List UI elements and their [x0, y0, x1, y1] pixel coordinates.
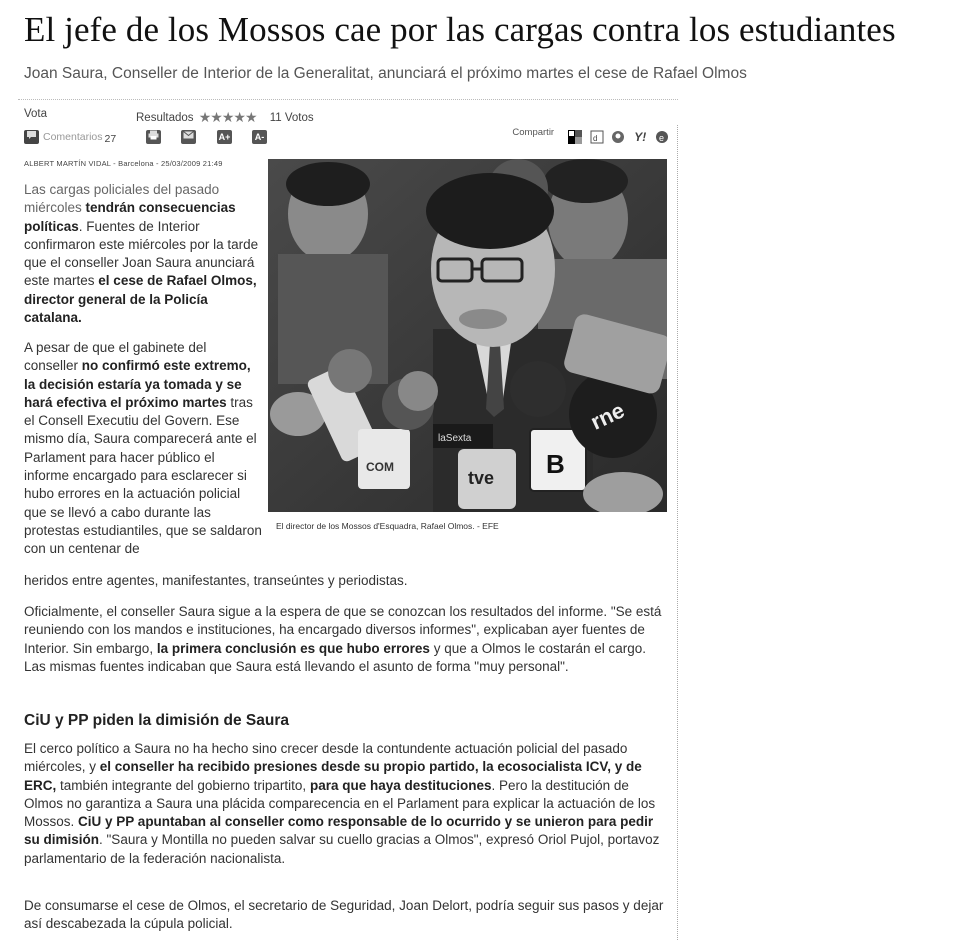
comments-count: 27 [104, 133, 117, 145]
byline: ALBERT MARTÍN VIDAL - Barcelona - 25/03/2009 21:49 [24, 159, 223, 168]
print-button[interactable] [146, 130, 161, 144]
mic-label-com: COM [366, 460, 394, 474]
share-label: Compartir [512, 127, 555, 138]
article-toolbar [24, 127, 669, 148]
mic-label-rne: rne [586, 397, 629, 435]
column-divider [677, 125, 678, 940]
p1-text-1: . Fuentes de Interior confirmaron este miércoles por la tarde que el conseller Joan Saura anunciará este martes [24, 218, 259, 289]
article-subheadline: Joan Saura, Conseller de Interior de la Generalitat, anunciará el próximo martes el cese de Rafael Olmos [24, 65, 747, 82]
p2-text-1: A pesar de que el gabinete del conseller [24, 340, 207, 374]
votes-count: 11 Votos [269, 112, 314, 124]
article-headline: El jefe de los Mossos cae por las cargas contra los estudiantes [24, 10, 896, 49]
increase-font-button[interactable] [217, 130, 232, 144]
share-group [512, 127, 669, 144]
delicious-icon[interactable] [568, 130, 582, 144]
technorati-icon[interactable] [655, 130, 669, 144]
meneame-icon[interactable] [611, 130, 625, 144]
paragraph-1 [24, 181, 262, 327]
comments-label: Comentarios [43, 131, 103, 143]
comment-bubble-icon [24, 130, 39, 144]
p4-text-2: también integrante del gobierno tripartito, [60, 777, 307, 793]
p2-text-2: tras el Consell Executiu del Govern. Ese mismo día, Saura comparecerá ante el Parlament para hacer público el informe encargado para esclarecer si hubo errores en la actuación policial que se llevó a cabo durante las protestas estudiantiles, que se saldaron con un centenar de [24, 394, 262, 557]
digg-icon[interactable] [590, 130, 604, 144]
envelope-icon [181, 130, 196, 144]
vote-label[interactable]: Vota [24, 108, 48, 120]
mic-label-b: B [546, 449, 565, 479]
press-conference-photo [268, 159, 667, 512]
font-increase-icon: A+ [218, 132, 231, 142]
font-decrease-icon: A- [252, 130, 267, 144]
article-photo [268, 159, 667, 512]
mic-label-lasexta: laSexta [438, 433, 472, 444]
section-subheading: CiU y PP piden la dimisión de Saura [24, 712, 290, 729]
p3-bold-1: la primera conclusión es que hubo errores [156, 640, 430, 656]
results-label: Resultados [136, 112, 194, 124]
paragraph-4 [24, 740, 664, 868]
p2-bold-1: no confirmó este extremo, la decisión estaría ya tomada y se hará efectiva el próximo martes [24, 358, 251, 410]
printer-icon [146, 130, 161, 144]
svg-text:d: d [592, 134, 598, 143]
photo-caption: El director de los Mossos d'Esquadra, Rafael Olmos. - EFE [276, 521, 499, 531]
paragraph-2 [24, 339, 262, 559]
p1-lead: Las cargas policiales del pasado miércoles [24, 182, 220, 216]
p3-text-1: Oficialmente, el conseller Saura sigue a la espera de que se conozcan los resultados del informe. "Se está reuniendo con los mandos e instituciones, ha encargado diversos informes", explicaban ayer fuentes de Interior. Sin embargo, [24, 604, 662, 656]
p4-bold-1: el conseller ha recibido presiones desde su propio partido, la ecosocialista ICV, y de ERC, [24, 759, 642, 793]
comments-button[interactable] [24, 130, 116, 144]
email-button[interactable] [181, 130, 196, 144]
p4-bold-2: para que haya destituciones [309, 777, 492, 793]
p4-text-4: . "Saura y Montilla no pueden salvar su cuello gracias a Olmos", expresó Oriol Pujol, portavoz parlamentario de la federación nacionalista. [24, 832, 660, 866]
paragraph-5: De consumarse el cese de Olmos, el secretario de Seguridad, Joan Delort, podría seguir sus pasos y dejar así descabezada la cúpula policial. [24, 898, 664, 932]
paragraph-2-end: heridos entre agentes, manifestantes, transeúntes y periodistas. [24, 573, 408, 588]
p3-text-2: y que a Olmos le costarán el cargo. Las mismas fuentes indicaban que Saura está llevando el asunto de forma "muy personal". [24, 640, 647, 674]
decrease-font-button[interactable] [252, 130, 267, 144]
paragraph-3 [24, 603, 669, 676]
svg-text:e: e [659, 133, 665, 143]
p4-text-1: El cerco político a Saura no ha hecho sino crecer desde la contundente actuación policial del pasado miércoles, y [24, 741, 628, 775]
header-divider [18, 99, 678, 100]
yahoo-icon[interactable]: Y! [634, 130, 647, 144]
p4-text-3: . Pero la destitución de Olmos no garantiza a Saura una plácida comparecencia en el Parlament para explicar la actuación de los Mossos. [24, 777, 656, 830]
p4-bold-3: CiU y PP apuntaban al conseller como responsable de lo ocurrido y se unieron para pedir su dimisión [24, 814, 654, 848]
rating-stars-icon[interactable]: ★★★★★ [198, 109, 257, 125]
results-group [136, 108, 314, 125]
p1-bold-1: tendrán consecuencias políticas [24, 200, 236, 234]
mic-label-tve: tve [468, 468, 495, 488]
p1-bold-2: el cese de Rafael Olmos, director general de la Policía catalana. [24, 273, 257, 326]
